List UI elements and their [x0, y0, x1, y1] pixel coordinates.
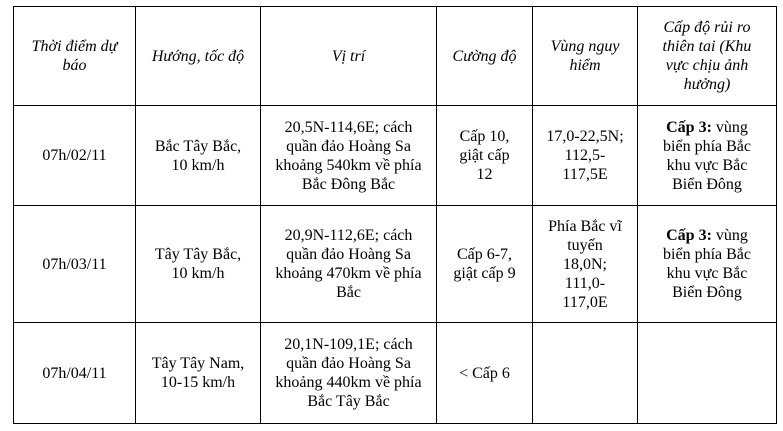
cell-position-line-1: 20,1N-109,1E; cách — [284, 336, 413, 353]
header-position — [261, 7, 437, 106]
header-risk-line-3: vực chịu ảnh — [665, 57, 749, 74]
cell-risk-line-1 — [641, 118, 773, 137]
cell-direction-line-2: 10 km/h — [171, 265, 225, 282]
cell-direction — [136, 106, 261, 206]
cell-risk-line-4: Biển Đông — [672, 284, 742, 301]
cell-danger-zone-line-3: 18,0N; — [563, 255, 607, 273]
risk-text-first: vùng — [711, 227, 748, 244]
cell-risk-line-3: khu vực Bắc — [666, 156, 748, 174]
cell-intensity — [437, 323, 533, 424]
cell-danger-zone-line-1: Phía Bắc vĩ — [548, 217, 622, 235]
cell-intensity — [437, 206, 533, 323]
cell-intensity-line-1: Cấp 10, — [459, 128, 510, 145]
header-risk-line-4: hưởng) — [683, 76, 731, 93]
cell-position-line-4: Bắc Đông Bắc — [301, 175, 396, 193]
cell-position-line-2: quần đảo Hoàng Sa — [286, 137, 411, 155]
cell-position-line-2: quần đảo Hoàng Sa — [286, 355, 411, 372]
table-row — [14, 206, 777, 323]
cell-intensity-line-2: giật cấp 9 — [453, 265, 516, 282]
header-direction — [136, 7, 261, 106]
cell-time — [14, 106, 136, 206]
risk-level-label: Cấp 3: — [666, 227, 712, 244]
forecast-table — [13, 6, 777, 424]
cell-time — [14, 206, 136, 323]
header-danger-zone-line-2: hiểm — [569, 57, 601, 74]
risk-level-label: Cấp 3: — [666, 118, 712, 136]
cell-position-line-3: khoảng 540km về phía — [275, 156, 422, 174]
cell-danger-zone — [533, 106, 638, 206]
cell-danger-zone-line-5: 117,0E — [562, 293, 608, 311]
cell-position-line-4: Bắc Tây Bắc — [307, 393, 390, 410]
header-danger-zone — [533, 7, 638, 106]
header-risk-line-2: thiên tai (Khu — [662, 38, 752, 55]
cell-danger-zone-line-2: 112,5- — [564, 147, 606, 164]
cell-position — [261, 106, 437, 206]
cell-direction-line-1: Bắc Tây Bắc, — [154, 137, 242, 155]
cell-position-line-1: 20,9N-112,6E; cách — [284, 227, 413, 244]
header-time — [14, 7, 136, 106]
table-row — [14, 323, 777, 424]
cell-position-line-3: khoảng 470km về phía — [275, 265, 422, 282]
cell-position — [261, 206, 437, 323]
cell-position-line-2: quần đảo Hoàng Sa — [286, 246, 411, 263]
cell-risk-line-2: biển phía Bắc — [663, 246, 751, 263]
cell-intensity-line-3: 12 — [476, 166, 493, 183]
cell-risk-line-2: biển phía Bắc — [663, 137, 751, 155]
cell-danger-zone — [533, 206, 638, 323]
cell-risk — [638, 323, 777, 424]
cell-danger-zone-line-4: 111,0- — [564, 274, 606, 292]
cell-danger-zone-line-1: 17,0-22,5N; — [546, 128, 624, 145]
cell-position — [261, 323, 437, 424]
cell-position-line-3: khoảng 440km về phía — [275, 374, 422, 391]
table-row — [14, 106, 777, 206]
risk-text-first: vùng — [711, 118, 748, 136]
cell-direction-line-1: Tây Tây Nam, — [151, 355, 245, 372]
cell-risk — [638, 206, 777, 323]
header-intensity — [437, 7, 533, 106]
cell-direction — [136, 323, 261, 424]
header-intensity-line-1: Cường độ — [452, 47, 517, 65]
cell-intensity-line-2: giật cấp — [459, 147, 510, 164]
cell-time-text: 07h/04/11 — [42, 364, 107, 382]
cell-time — [14, 323, 136, 424]
cell-risk-line-1 — [641, 226, 773, 245]
cell-risk — [638, 106, 777, 206]
cell-risk-line-4: Biển Đông — [672, 175, 742, 193]
header-position-line-1: Vị trí — [331, 47, 366, 65]
cell-danger-zone — [533, 323, 638, 424]
cell-intensity-line-1: Cấp 6-7, — [456, 246, 513, 263]
cell-direction — [136, 206, 261, 323]
cell-direction-line-2: 10 km/h — [171, 156, 225, 174]
header-time-line-1: Thời điểm dự — [31, 38, 118, 55]
header-risk — [638, 7, 777, 106]
header-time-line-2: báo — [62, 57, 87, 74]
cell-danger-zone-line-3: 117,5E — [562, 166, 608, 183]
header-danger-zone-line-1: Vùng nguy — [550, 38, 620, 55]
cell-danger-zone-line-2: tuyến — [567, 236, 603, 254]
cell-direction-line-1: Tây Tây Bắc, — [154, 246, 242, 263]
cell-risk-line-3: khu vực Bắc — [666, 265, 748, 282]
cell-direction-line-2: 10-15 km/h — [160, 374, 236, 391]
cell-position-line-1: 20,5N-114,6E; cách — [284, 118, 413, 136]
cell-time-text: 07h/03/11 — [42, 255, 107, 273]
cell-position-line-4: Bắc — [336, 284, 361, 301]
cell-intensity-line-1: < Cấp 6 — [459, 364, 510, 382]
cell-intensity — [437, 106, 533, 206]
header-direction-line-1: Hướng, tốc độ — [151, 47, 245, 65]
header-risk-line-1: Cấp độ rủi ro — [663, 19, 751, 36]
cell-time-text: 07h/02/11 — [42, 147, 107, 164]
header-row — [14, 7, 777, 106]
